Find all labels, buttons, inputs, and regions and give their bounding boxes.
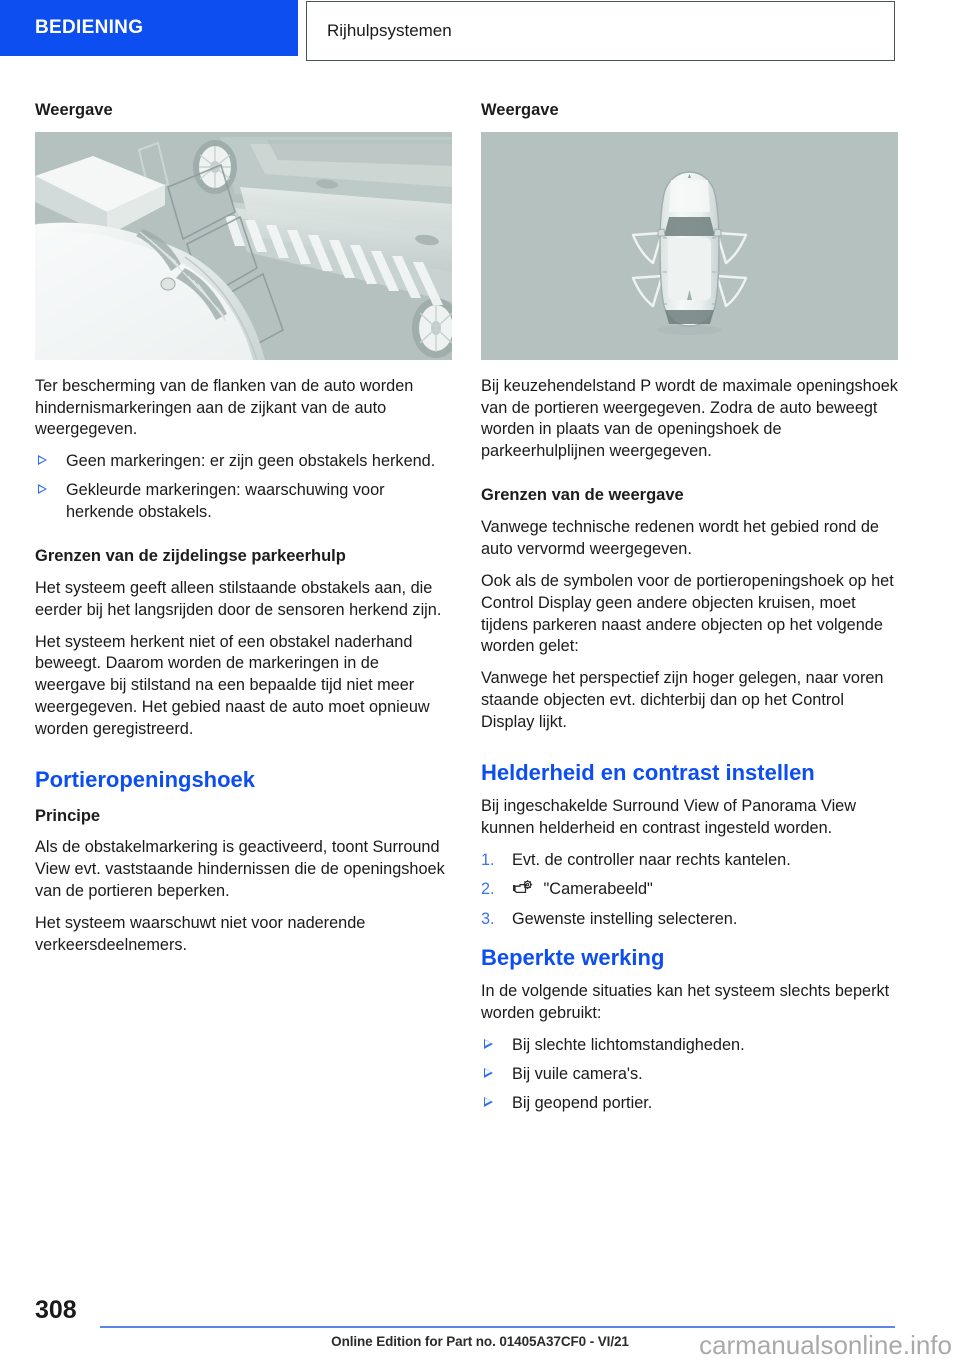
list-item <box>481 850 898 872</box>
bullet-text: Bij geopend portier. <box>512 1093 653 1112</box>
triangle-bullet-icon <box>484 1068 493 1078</box>
limited-bullet-list <box>481 1035 898 1115</box>
left-principle-paragraph-2: Het systeem waarschuwt niet voor naderende verkeersdeelnemers. <box>35 914 366 955</box>
left-limits-paragraph-2: Het systeem herkent niet of een obstakel naderhand beweegt. Daarom worden de markeringen in de weergave bij stilstand na een bepaalde tijd niet meer weergegeven. Het gebied naast de auto moet opnieuw worden geregistreerd. <box>35 632 430 739</box>
page-header <box>0 0 960 62</box>
section-banner <box>306 1 895 61</box>
bullet-text: Geen markeringen: er zijn geen obstakels herkend. <box>66 452 436 471</box>
page-number: 308 <box>35 1296 77 1324</box>
step-text: Evt. de controller naar rechts kantelen. <box>512 850 791 869</box>
figure-top-down-door-opening-angle <box>481 132 898 360</box>
side-view-illustration-svg <box>35 132 452 360</box>
triangle-bullet-icon <box>484 1097 493 1107</box>
step-number: 3. <box>481 910 495 929</box>
section-label: Rijhulpsystemen <box>327 21 452 40</box>
left-intro-paragraph: Ter bescherming van de flanken van de auto worden hindernismarkeringen aan de zijkant van de auto weergegeven. <box>35 376 414 439</box>
triangle-bullet-icon <box>38 455 47 465</box>
bullet-text: Bij vuile camera's. <box>512 1064 643 1083</box>
step-text: "Camerabeeld" <box>543 879 653 898</box>
list-item <box>35 451 452 473</box>
right-heading-limits: Grenzen van de weergave <box>481 486 684 505</box>
list-item <box>35 480 452 524</box>
left-heading-door-angle: Portieropeningshoek <box>35 767 256 793</box>
list-item <box>481 1035 898 1057</box>
step-number: 1. <box>481 850 495 869</box>
left-bullet-list <box>35 451 452 524</box>
triangle-bullet-icon <box>38 484 47 494</box>
right-limits-paragraph-3: Vanwege het perspectief zijn hoger gelegen, naar voren staande objecten evt. dichterbij dan op het Control Display lijkt. <box>481 669 884 732</box>
right-heading-brightness: Helderheid en contrast instellen <box>481 760 815 786</box>
left-principle-paragraph-1: Als de obstakelmarkering is geactiveerd, toont Surround View evt. vaststaande hindernissen die de openingshoek van de portieren beperken. <box>35 838 445 901</box>
bullet-text: Bij slechte lichtomstandigheden. <box>512 1036 745 1055</box>
triangle-bullet-icon <box>484 1039 493 1049</box>
camera-settings-icon <box>512 880 534 903</box>
edition-notice: Online Edition for Part no. 01405A37CF0 - VI/21 <box>331 1334 629 1349</box>
right-column <box>481 100 898 1125</box>
footer-rule <box>100 1326 895 1328</box>
left-heading-limits: Grenzen van de zijdelingse parkeerhulp <box>35 547 346 566</box>
site-watermark: carmanualsonline.info <box>699 1330 952 1360</box>
chapter-banner <box>0 0 298 56</box>
right-limits-paragraph-1: Vanwege technische redenen wordt het gebied rond de auto vervormd weergegeven. <box>481 517 879 558</box>
right-heading-weergave: Weergave <box>481 101 559 119</box>
brightness-steps-list <box>481 850 898 932</box>
bullet-text: Gekleurde markeringen: waarschuwing voor herkende obstakels. <box>66 481 385 522</box>
left-heading-principle: Principe <box>35 806 101 825</box>
right-limits-paragraph-2: Ook als de symbolen voor de portieropeningshoek op het Control Display geen andere objecten kruisen, moet tijdens parkeren naast andere objecten op het volgende worden gelet: <box>481 571 894 656</box>
list-item <box>481 909 898 931</box>
page-footer <box>0 1290 960 1362</box>
right-paragraph-1: Bij keuzehendelstand P wordt de maximale openingshoek van de portieren weergegeven. Zodra de auto beweegt worden in plaats van de openingshoek de parkeerhulplijnen weergegeven. <box>481 376 898 461</box>
right-heading-limited-operation: Beperkte werking <box>481 945 665 971</box>
right-brightness-paragraph-1: Bij ingeschakelde Surround View of Panorama View kunnen helderheid en contrast ingesteld worden. <box>481 796 856 837</box>
step-text: Gewenste instelling selecteren. <box>512 910 738 929</box>
right-limited-paragraph-1: In de volgende situaties kan het systeem slechts beperkt worden gebruikt: <box>481 982 890 1023</box>
figure-side-view-obstacle-marking <box>35 132 452 360</box>
left-heading-weergave: Weergave <box>35 101 113 119</box>
chapter-label: BEDIENING <box>35 17 144 38</box>
list-item <box>481 1093 898 1115</box>
list-item <box>481 879 898 903</box>
top-down-illustration-svg <box>481 132 898 360</box>
step-number: 2. <box>481 879 495 898</box>
left-limits-paragraph-1: Het systeem geeft alleen stilstaande obstakels aan, die eerder bij het langsrijden door de sensoren herkend zijn. <box>35 578 442 619</box>
left-column <box>35 100 452 967</box>
list-item <box>481 1064 898 1086</box>
